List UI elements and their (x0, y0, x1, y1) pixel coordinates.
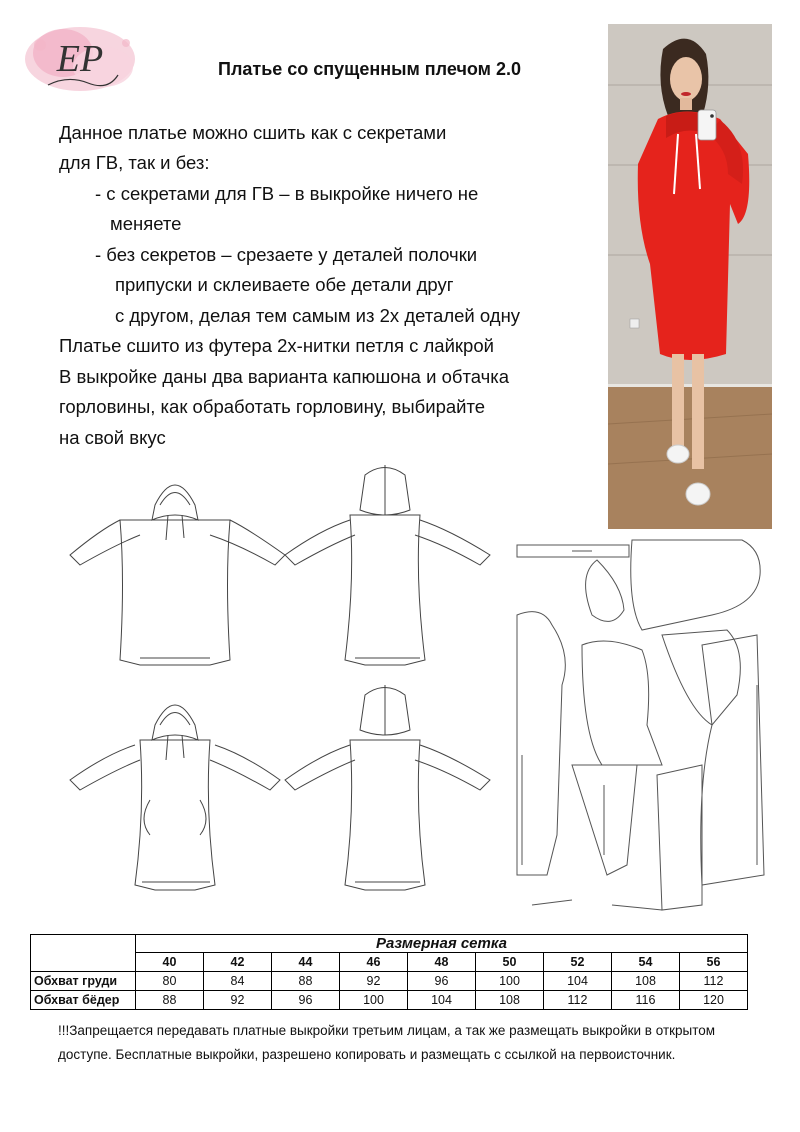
table-cell: 96 (408, 972, 476, 991)
sketch-back-pockets (285, 685, 490, 890)
table-cell: 112 (544, 991, 612, 1010)
table-cell: 92 (204, 991, 272, 1010)
intro-line-5: - без секретов – срезаете у деталей полочки (95, 244, 478, 265)
intro-line-6: припуски и склеиваете обе детали друг (115, 274, 454, 295)
model-photo (608, 24, 772, 529)
row-label-chest: Обхват груди (31, 972, 136, 991)
sketch-front-pockets (70, 705, 280, 890)
table-cell: 108 (476, 991, 544, 1010)
copyright-notice: !!!Запрещается передавать платные выкройки третьим лицам, а так же размещать выкройки в открытом доступе. Бесплатные выкройки, разрешено копировать и размещать с ссылкой на первоисточник. (58, 1023, 716, 1062)
size-header-cell: 46 (340, 953, 408, 972)
size-header-cell: 56 (680, 953, 748, 972)
intro-line-2: для ГВ, так и без: (59, 152, 210, 173)
table-cell: 96 (272, 991, 340, 1010)
table-cell: 100 (340, 991, 408, 1010)
intro-line-1: Данное платье можно сшить как с секретами (59, 122, 447, 143)
brand-logo (18, 15, 143, 105)
size-table-caption: Размерная сетка (136, 935, 748, 953)
intro-line-8: Платье сшито из футера 2х-нитки петля с лайкрой (59, 335, 494, 356)
size-header-cell: 40 (136, 953, 204, 972)
table-cell: 92 (340, 972, 408, 991)
table-cell: 116 (612, 991, 680, 1010)
sketch-front-hood (70, 485, 285, 665)
table-row (31, 972, 748, 991)
intro-line-10: горловины, как обработать горловину, выбирайте (59, 396, 486, 417)
size-header-cell: 48 (408, 953, 476, 972)
size-header-cell: 50 (476, 953, 544, 972)
table-cell: 88 (136, 991, 204, 1010)
intro-line-4: меняете (110, 213, 182, 234)
table-cell: 84 (204, 972, 272, 991)
table-cell: 80 (136, 972, 204, 991)
table-cell: 108 (612, 972, 680, 991)
table-cell: 100 (476, 972, 544, 991)
size-header-cell: 54 (612, 953, 680, 972)
table-row (31, 991, 748, 1010)
technical-sketches (60, 460, 500, 910)
page-title: Платье со спущенным плечом 2.0 (218, 59, 521, 79)
sketch-back-hood (285, 465, 490, 665)
table-cell: 88 (272, 972, 340, 991)
intro-line-7: с другом, делая тем самым из 2х деталей одну (115, 305, 521, 326)
logo-monogram: ЕР (56, 38, 104, 80)
intro-line-3: - с секретами для ГВ – в выкройке ничего не (95, 183, 479, 204)
pattern-pieces (512, 535, 774, 915)
size-header-cell: 42 (204, 953, 272, 972)
size-header-row (31, 953, 748, 972)
intro-line-11: на свой вкус (59, 427, 166, 448)
table-cell: 104 (408, 991, 476, 1010)
table-cell: 104 (544, 972, 612, 991)
size-header-cell: 52 (544, 953, 612, 972)
size-table (30, 934, 748, 1010)
table-corner (31, 935, 136, 972)
size-header-cell: 44 (272, 953, 340, 972)
intro-line-9: В выкройке даны два варианта капюшона и обтачка (59, 366, 510, 387)
table-cell: 120 (680, 991, 748, 1010)
row-label-hips: Обхват бёдер (31, 991, 136, 1010)
table-cell: 112 (680, 972, 748, 991)
